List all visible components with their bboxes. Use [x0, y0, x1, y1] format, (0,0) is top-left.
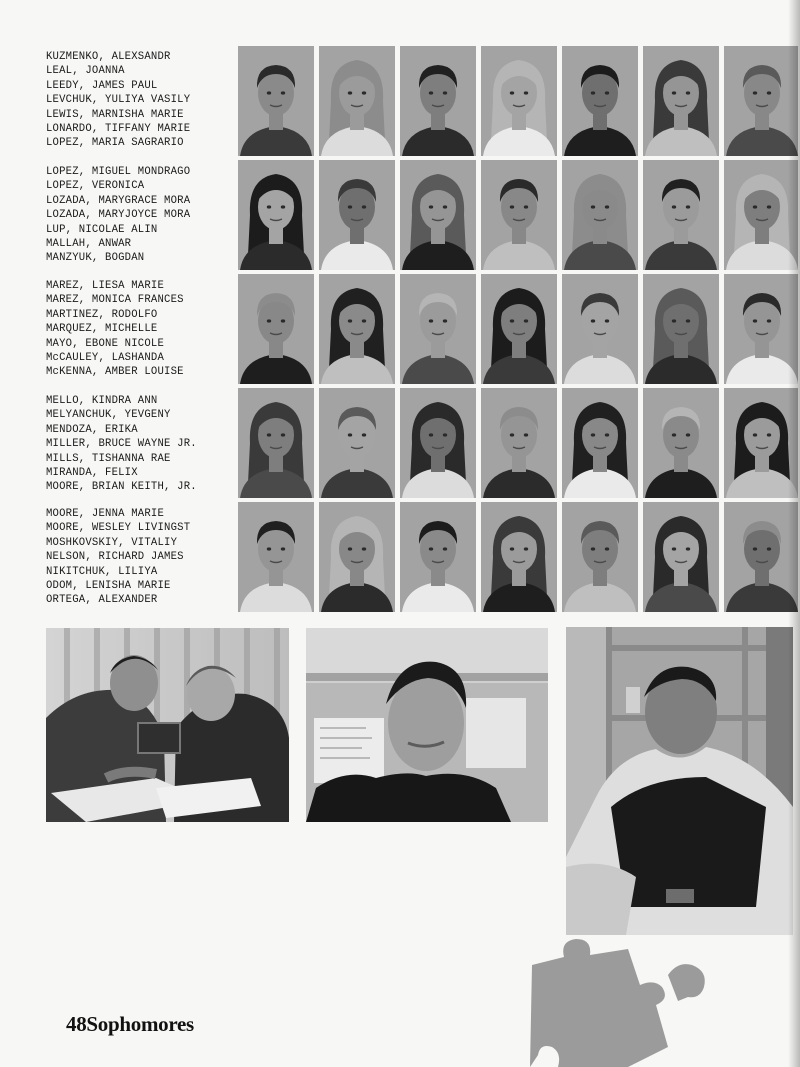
name-list-3: [46, 279, 234, 380]
page-edge-shadow: [788, 0, 800, 1067]
student-name: McCAULEY, LASHANDA: [46, 351, 165, 364]
candid-photo-studying: [46, 628, 289, 822]
portrait-row-3: [238, 274, 798, 384]
student-name: LOZADA, MARYJOYCE MORA: [46, 209, 191, 222]
student-name: NIKITCHUK, LILIYA: [46, 565, 158, 578]
student-portrait: [724, 388, 798, 498]
student-portrait: [481, 388, 557, 498]
student-portrait: [562, 46, 638, 156]
name-list-4: [46, 394, 234, 495]
student-name: NELSON, RICHARD JAMES: [46, 551, 184, 564]
student-portrait: [238, 274, 314, 384]
student-portrait: [724, 502, 798, 612]
student-name: MAREZ, LIESA MARIE: [46, 280, 165, 292]
student-portrait: [643, 388, 719, 498]
student-name: LOPEZ, MARIA SAGRARIO: [46, 137, 184, 150]
portrait-row-5: [238, 502, 798, 612]
candid-photo-classroom: [306, 628, 548, 822]
student-name: LEAL, JOANNA: [46, 65, 125, 78]
student-name: MAYO, EBONE NICOLE: [46, 337, 165, 350]
page-number: 48: [66, 1012, 87, 1036]
page-footer: [66, 1012, 194, 1037]
student-portrait: [562, 160, 638, 270]
student-name: MANZYUK, BOGDAN: [46, 252, 145, 265]
portrait-row-1: [238, 46, 798, 156]
student-portrait: [643, 274, 719, 384]
student-portrait: [238, 388, 314, 498]
student-portrait: [562, 502, 638, 612]
student-name: LEEDY, JAMES PAUL: [46, 79, 158, 92]
student-name: LOPEZ, VERONICA: [46, 180, 145, 193]
student-portrait: [481, 46, 557, 156]
student-portrait: [238, 502, 314, 612]
student-name: KUZMENKO, ALEXSANDR: [46, 51, 171, 63]
section-title: Sophomores: [86, 1012, 194, 1036]
student-name: MIRANDA, FELIX: [46, 466, 138, 479]
candid-photo-shelves: [566, 627, 793, 935]
student-portrait: [238, 160, 314, 270]
student-name: McKENNA, AMBER LOUISE: [46, 366, 184, 379]
student-name: ODOM, LENISHA MARIE: [46, 579, 171, 592]
student-portrait: [238, 46, 314, 156]
name-list-1: [46, 50, 234, 151]
student-name: LONARDO, TIFFANY MARIE: [46, 122, 191, 135]
student-portrait: [562, 274, 638, 384]
student-portrait: [319, 274, 395, 384]
name-list-5: [46, 507, 234, 608]
student-name: MARTINEZ, RODOLFO: [46, 308, 158, 321]
student-name: MOORE, BRIAN KEITH, JR.: [46, 481, 197, 494]
puzzle-piece-graphic: [528, 935, 728, 1067]
student-name: MELLO, KINDRA ANN: [46, 395, 158, 407]
student-portrait: [400, 274, 476, 384]
name-list-2: [46, 165, 234, 266]
student-portrait: [724, 160, 798, 270]
student-name: MILLS, TISHANNA RAE: [46, 452, 171, 465]
student-name: ORTEGA, ALEXANDER: [46, 594, 158, 607]
portrait-row-4: [238, 388, 798, 498]
student-portrait: [400, 388, 476, 498]
student-portrait: [481, 502, 557, 612]
student-portrait: [643, 502, 719, 612]
student-portrait: [643, 160, 719, 270]
student-name: LUP, NICOLAE ALIN: [46, 223, 158, 236]
student-portrait: [319, 160, 395, 270]
student-portrait: [562, 388, 638, 498]
student-name: LEWIS, MARNISHA MARIE: [46, 108, 184, 121]
student-portrait: [481, 160, 557, 270]
student-portrait: [724, 274, 798, 384]
student-name: MAREZ, MONICA FRANCES: [46, 294, 184, 307]
student-portrait: [319, 388, 395, 498]
student-portrait: [400, 46, 476, 156]
student-name: MELYANCHUK, YEVGENY: [46, 409, 171, 422]
student-portrait: [319, 46, 395, 156]
student-name: LOPEZ, MIGUEL MONDRAGO: [46, 166, 191, 178]
student-name: LEVCHUK, YULIYA VASILY: [46, 94, 191, 107]
student-portrait: [400, 160, 476, 270]
student-name: LOZADA, MARYGRACE MORA: [46, 194, 191, 207]
student-portrait: [481, 274, 557, 384]
student-name: MARQUEZ, MICHELLE: [46, 323, 158, 336]
portrait-row-2: [238, 160, 798, 270]
student-name: MENDOZA, ERIKA: [46, 423, 138, 436]
student-portrait: [724, 46, 798, 156]
student-name: MALLAH, ANWAR: [46, 237, 132, 250]
student-name: MOSHKOVSKIY, VITALIY: [46, 536, 178, 549]
student-portrait: [319, 502, 395, 612]
student-name: MOORE, JENNA MARIE: [46, 508, 165, 520]
student-name: MOORE, WESLEY LIVINGST: [46, 522, 191, 535]
student-portrait: [400, 502, 476, 612]
student-portrait: [643, 46, 719, 156]
student-name: MILLER, BRUCE WAYNE JR.: [46, 438, 197, 451]
